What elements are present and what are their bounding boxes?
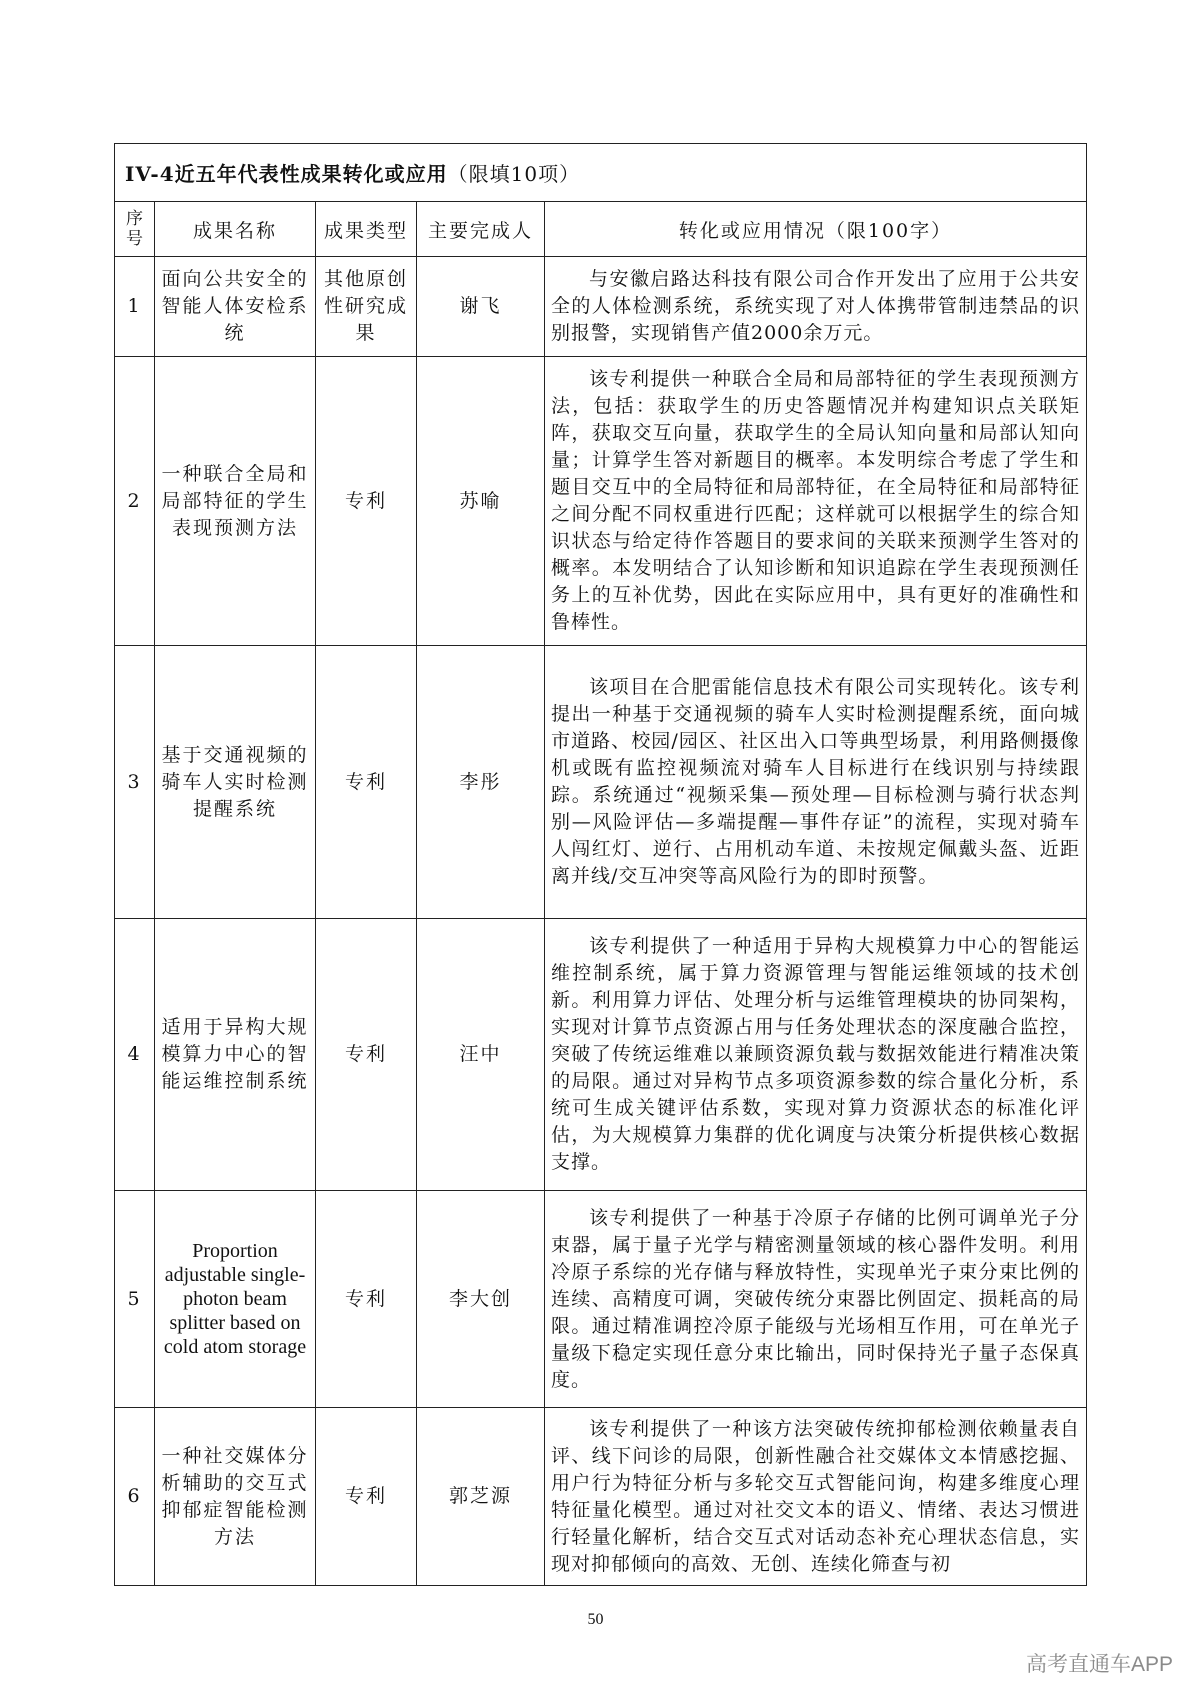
header-seq-line1: 序 [126, 209, 143, 229]
table-title-main: IV-4近五年代表性成果转化或应用 [125, 162, 448, 186]
table-row [115, 1408, 1087, 1586]
row-person: 谢飞 [417, 257, 545, 357]
row-seq: 4 [115, 919, 155, 1191]
row-person: 郭芝源 [417, 1408, 545, 1586]
row-desc: 该专利提供了一种适用于异构大规模算力中心的智能运维控制系统，属于算力资源管理与智能运维领域的技术创新。利用算力评估、处理分析与运维管理模块的协同架构，实现对计算节点资源占用与任务处理状态的深度融合监控，突破了传统运维难以兼顾资源负载与数据效能进行精准决策的局限。通过对异构节点多项资源参数的综合量化分析，系统可生成关键评估系数，实现对算力资源状态的标准化评估，为大规模算力集群的优化调度与决策分析提供核心数据支撑。 [545, 919, 1087, 1191]
row-name: 一种联合全局和局部特征的学生表现预测方法 [155, 357, 316, 646]
row-seq: 1 [115, 257, 155, 357]
row-type: 专利 [316, 1408, 417, 1586]
achievement-table [114, 143, 1087, 1586]
row-desc: 该专利提供了一种该方法突破传统抑郁检测依赖量表自评、线下问诊的局限，创新性融合社交媒体文本情感挖掘、用户行为特征分析与多轮交互式智能问询，构建多维度心理特征量化模型。通过对社交文本的语义、情绪、表达习惯进行轻量化解析，结合交互式对话动态补充心理状态信息，实现对抑郁倾向的高效、无创、连续化筛查与初 [545, 1408, 1087, 1586]
row-person: 汪中 [417, 919, 545, 1191]
header-person: 主要完成人 [417, 202, 545, 257]
row-type: 其他原创性研究成果 [316, 257, 417, 357]
row-name: 面向公共安全的智能人体安检系统 [155, 257, 316, 357]
table-header-row [115, 202, 1087, 257]
header-seq [115, 202, 155, 257]
row-type: 专利 [316, 646, 417, 919]
row-name: 基于交通视频的骑车人实时检测提醒系统 [155, 646, 316, 919]
table-title [115, 144, 1087, 202]
watermark-text: 高考直通车APP [1025, 1653, 1173, 1676]
table-row [115, 257, 1087, 357]
table-title-row [115, 144, 1087, 202]
header-desc: 转化或应用情况（限100字） [545, 202, 1087, 257]
table-row [115, 646, 1087, 919]
row-person: 李彤 [417, 646, 545, 919]
table-row [115, 1191, 1087, 1408]
row-desc: 该项目在合肥雷能信息技术有限公司实现转化。该专利提出一种基于交通视频的骑车人实时检测提醒系统，面向城市道路、校园/园区、社区出入口等典型场景，利用路侧摄像机或既有监控视频流对骑车人目标进行在线识别与持续跟踪。系统通过“视频采集—预处理—目标检测与骑行状态判别—风险评估—多端提醒—事件存证”的流程，实现对骑车人闯红灯、逆行、占用机动车道、未按规定佩戴头盔、近距离并线/交互冲突等高风险行为的即时预警。 [545, 646, 1087, 919]
row-person: 苏喻 [417, 357, 545, 646]
table-title-note: （限填10项） [447, 162, 581, 186]
header-type: 成果类型 [316, 202, 417, 257]
row-seq: 3 [115, 646, 155, 919]
row-type: 专利 [316, 1191, 417, 1408]
page-number: 50 [587, 1611, 604, 1628]
header-name: 成果名称 [155, 202, 316, 257]
table-row [115, 919, 1087, 1191]
row-name: 一种社交媒体分析辅助的交互式抑郁症智能检测方法 [155, 1408, 316, 1586]
row-desc: 与安徽启路达科技有限公司合作开发出了应用于公共安全的人体检测系统，系统实现了对人体携带管制违禁品的识别报警，实现销售产值2000余万元。 [545, 257, 1087, 357]
row-type: 专利 [316, 919, 417, 1191]
table-row [115, 357, 1087, 646]
row-seq: 6 [115, 1408, 155, 1586]
row-seq: 5 [115, 1191, 155, 1408]
row-desc: 该专利提供一种联合全局和局部特征的学生表现预测方法，包括：获取学生的历史答题情况并构建知识点关联矩阵，获取交互向量，获取学生的全局认知向量和局部认知向量；计算学生答对新题目的概率。本发明综合考虑了学生和题目交互中的全局特征和局部特征，在全局特征和局部特征之间分配不同权重进行匹配；这样就可以根据学生的综合知识状态与给定待作答题目的要求间的关联来预测学生答对的概率。本发明结合了认知诊断和知识追踪在学生表现预测任务上的互补优势，因此在实际应用中，具有更好的准确性和鲁棒性。 [545, 357, 1087, 646]
header-seq-line2: 号 [126, 229, 143, 249]
row-name: Proportion adjustable single-photon beam splitter based on cold atom storage [155, 1191, 316, 1408]
row-person: 李大创 [417, 1191, 545, 1408]
row-type: 专利 [316, 357, 417, 646]
row-desc: 该专利提供了一种基于冷原子存储的比例可调单光子分束器，属于量子光学与精密测量领域的核心器件发明。利用冷原子系综的光存储与释放特性，实现单光子束分束比例的连续、高精度可调，突破传统分束器比例固定、损耗高的局限。通过精准调控冷原子能级与光场相互作用，可在单光子量级下稳定实现任意分束比输出，同时保持光子量子态保真度。 [545, 1191, 1087, 1408]
row-name: 适用于异构大规模算力中心的智能运维控制系统 [155, 919, 316, 1191]
row-seq: 2 [115, 357, 155, 646]
